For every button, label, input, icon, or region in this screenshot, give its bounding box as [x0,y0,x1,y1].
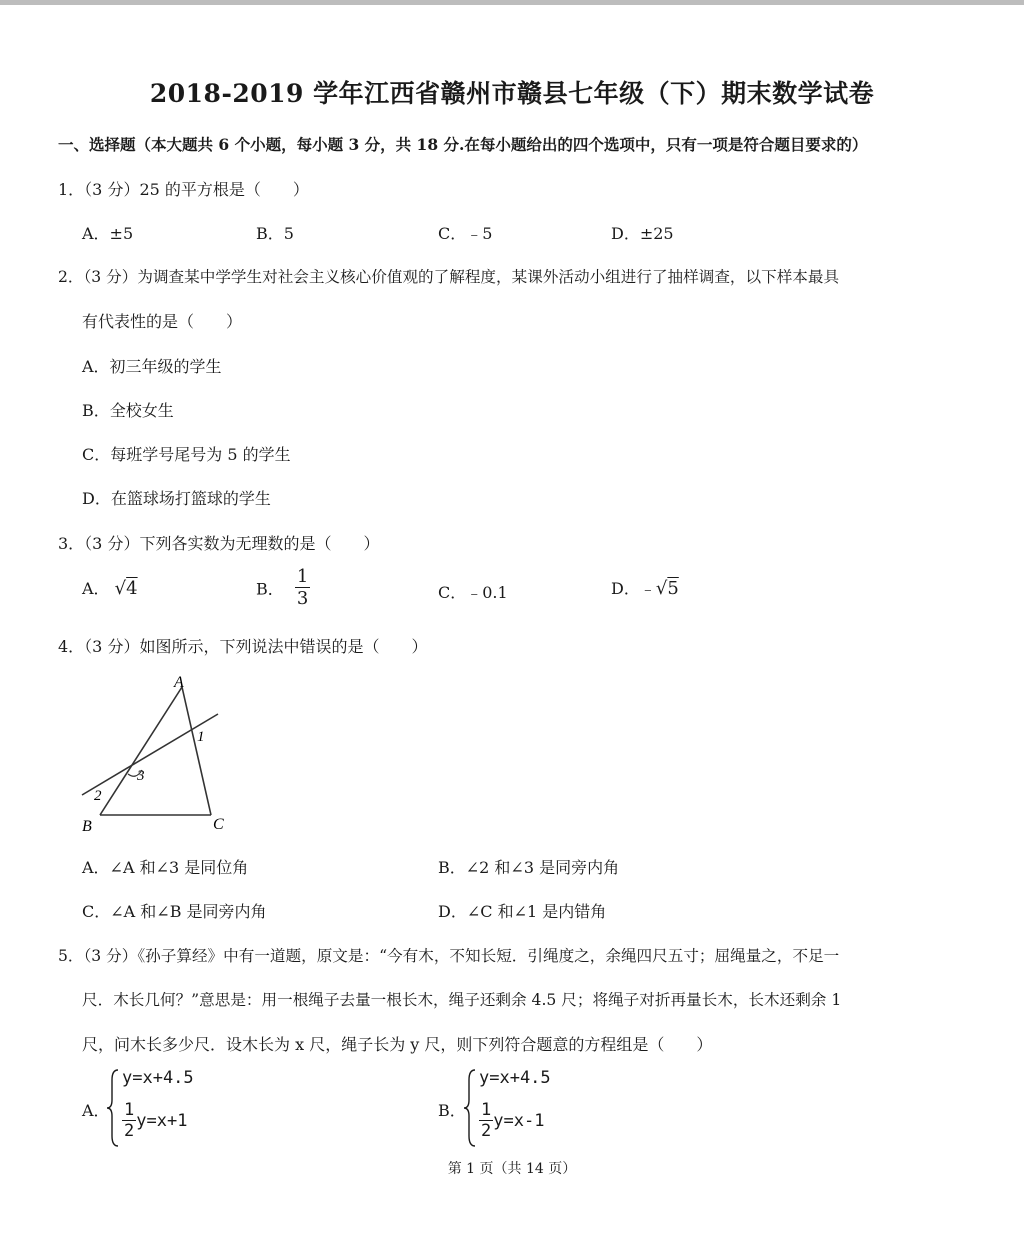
q2-stem-line1: 2．（3 分）为调查某中学学生对社会主义核心价值观的了解程度，某课外活动小组进行了抽样调查，以下样本最具 [58,268,840,286]
section-heading: 一、选择题（本大题共 6 个小题，每小题 3 分，共 18 分.在每小题给出的四个选项中，只有一项是符合题目要求的） [58,135,868,154]
q2-option-c: C．每班学号尾号为 5 的学生 [82,445,291,464]
q2-option-a: A．初三年级的学生 [82,357,222,376]
top-border [0,0,1024,5]
q5-option-a-eq2 [122,1102,187,1140]
q3-option-b-numerator: 1 [296,566,309,587]
q1-stem: 1．（3 分）25 的平方根是（ ） [58,180,309,199]
q3-option-b-denominator: 3 [296,588,309,609]
q1-option-c: C．﹣5 [438,224,493,243]
q4-triangle-figure [70,668,250,838]
q5-option-a-fraction [122,1102,136,1140]
q3-option-d-label: D．﹣ [611,579,656,598]
q5-option-a-label: A． [82,1101,110,1120]
q5-stem-line2: 尺．木长几何？”意思是：用一根绳子去量一根长木，绳子还剩余 4.5 尺；将绳子对折再量长木，长木还剩余 1 [82,991,842,1009]
q5-option-b-numerator: 1 [481,1100,492,1120]
q5-option-b-eq2-rest: y=x-1 [493,1111,545,1131]
q1-option-d: D．±25 [611,224,674,243]
sqrt-icon: √ [655,578,668,599]
q3-option-b-fraction [295,568,310,608]
q5-option-b-eq2 [479,1102,544,1140]
q5-option-a-eq1: y=x+4.5 [122,1068,194,1088]
q5-stem-line1: 5．（3 分）《孙子算经》中有一道题，原文是：“今有木，不知长短．引绳度之，余绳四尺五寸；屈绳量之，不足一 [58,947,840,965]
q2-option-b: B．全校女生 [82,401,174,420]
q3-option-c: C．﹣0.1 [438,583,508,602]
q5-option-b-denominator: 2 [481,1121,492,1141]
sqrt-icon: √ [114,578,127,599]
q2-stem-line2: 有代表性的是（ ） [82,312,243,331]
vertex-c-label: C [213,816,224,833]
q4-option-a: A．∠A 和∠3 是同位角 [82,858,249,877]
q3-option-b-label: B． [256,579,284,599]
q3-stem: 3．（3 分）下列各实数为无理数的是（ ） [58,534,380,553]
left-brace-icon [106,1068,120,1148]
q3-option-a-radicand: 4 [126,578,138,599]
q5-option-a-denominator: 2 [124,1121,135,1141]
q5-option-a-system [106,1066,226,1150]
q4-option-b: B．∠2 和∠3 是同旁内角 [438,858,620,877]
angle-1-label: 1 [197,729,205,745]
q3-option-a-label: A． [82,579,110,598]
q5-option-a-eq2-rest: y=x+1 [136,1111,188,1131]
left-brace-icon [463,1068,477,1148]
q5-option-b-system [463,1066,583,1150]
angle-3-label: 3 [137,768,145,784]
q5-option-b-label: B． [438,1101,466,1120]
q5-option-b-eq1: y=x+4.5 [479,1068,551,1088]
side-ac [182,687,211,815]
q5-stem-line3: 尺，问木长多少尺．设木长为 x 尺，绳子长为 y 尺，则下列符合题意的方程组是（ ） [82,1035,713,1054]
vertex-b-label: B [82,818,92,835]
q4-stem: 4．（3 分）如图所示，下列说法中错误的是（ ） [58,637,428,656]
q3-option-b [256,568,310,608]
q2-option-d: D．在篮球场打篮球的学生 [82,489,271,508]
page-title: 2018-2019 学年江西省赣州市赣县七年级（下）期末数学试卷 [149,79,875,108]
q4-option-d: D．∠C 和∠1 是内错角 [438,902,607,921]
side-ab [100,687,182,815]
q4-option-c: C．∠A 和∠B 是同旁内角 [82,902,267,921]
q3-option-a [82,576,138,599]
q1-option-a: A．±5 [82,224,134,243]
q3-option-d-radicand: 5 [667,578,679,599]
vertex-a-label: A [174,674,184,691]
q1-option-b: B．5 [256,224,294,243]
q5-option-a-numerator: 1 [124,1100,135,1120]
angle-2-label: 2 [94,788,102,804]
q3-option-d [611,576,679,599]
page-footer: 第 1 页（共 14 页） [447,1161,577,1177]
q5-option-b-fraction [479,1102,493,1140]
